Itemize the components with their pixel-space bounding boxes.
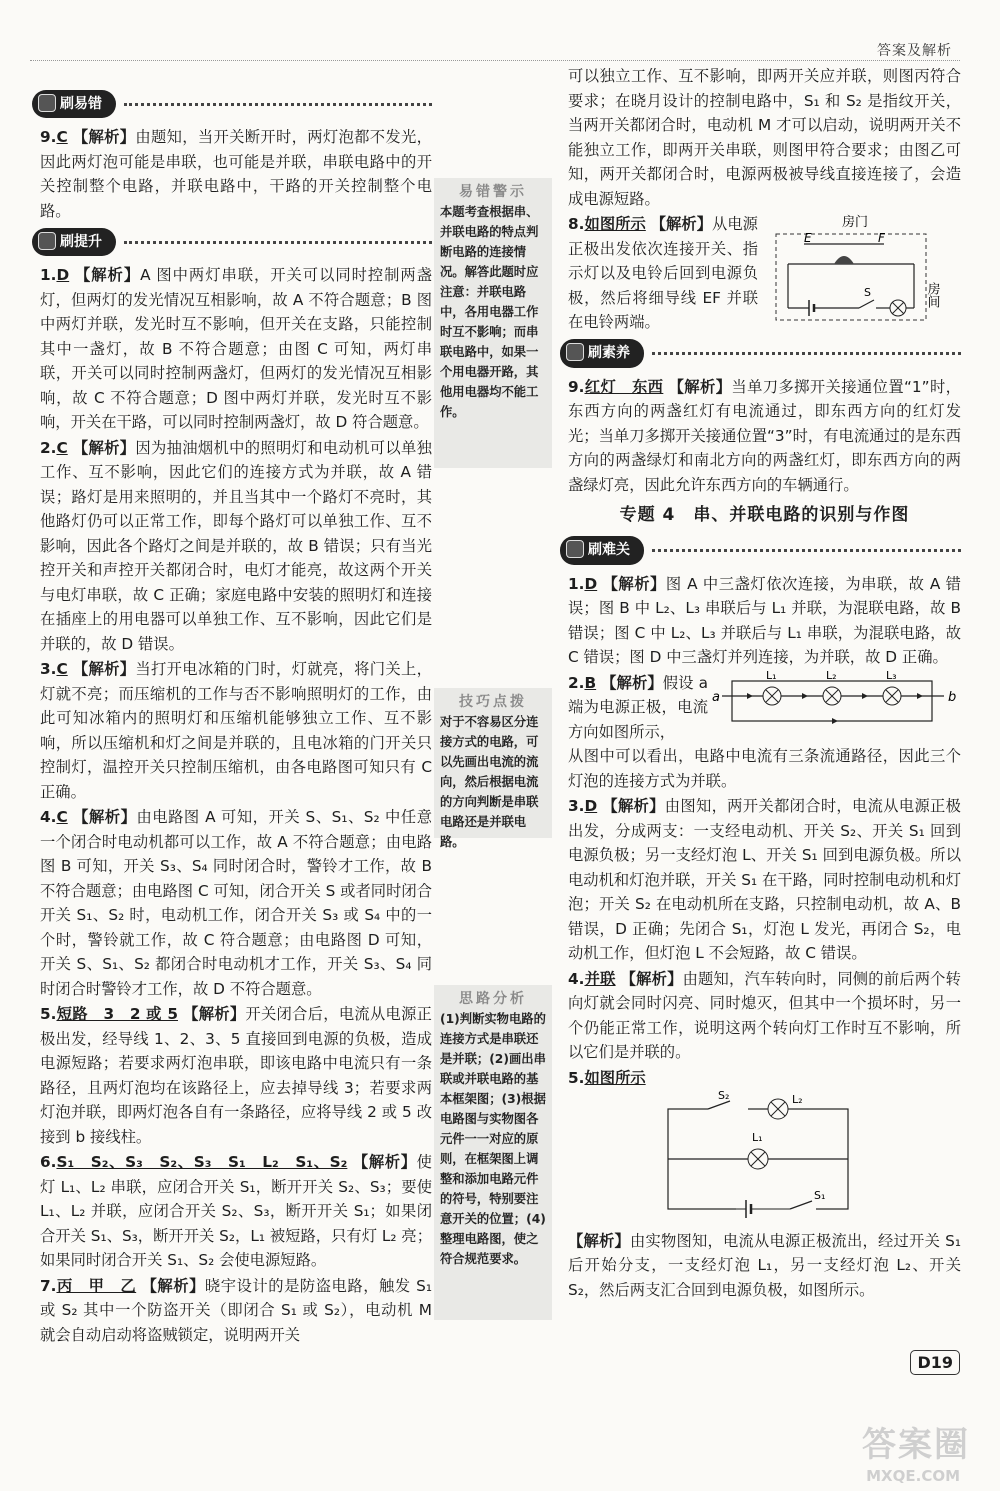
answer-item: 2.B 【解析】假设 a 端为电源正极，电流方向如图所示， xyxy=(568,673,708,741)
answer-item: 【解析】由实物图知，电流从电源正极流出，经过开关 S₁ 后开始分支，一支经灯泡 L₁，另一支经灯泡 L₂、开关 S₂，然后两支汇合回到电源负极，如图所示。 xyxy=(568,1231,961,1299)
q2-block xyxy=(568,671,961,745)
answer-item: 4.并联 【解析】由题知，汽车转向时，同侧的前后两个转向灯就会同时闪亮、同时熄灭，但其中一个损坏时，另一个仍能正常工作，说明这两个转向灯工作时互不影响，所以它们是并联的。 xyxy=(568,969,961,1061)
q8-circuit-diagram xyxy=(764,212,959,332)
section-banner-tisheng: 刷提升 xyxy=(32,227,432,257)
right-column xyxy=(568,64,961,1303)
answer-item: 6.S₁ S₂、S₃ S₂、S₃ S₁ L₂ S₁、S₂ 【解析】使灯 L₁、L₂ 串联，应闭合开关 S₁，断开开关 S₂、S₃；要使 L₁、L₂ 并联，应闭合开关 S₂、S₃，断开开关 S₁；如果闭合开关 S₁、S₃，断开开关 S₂，L₁ 被短路，只有灯 L₂ 亮；如果同时闭合开关 S₁、S₂ 会使电源短路。 xyxy=(40,1153,432,1269)
topic-title: 专题 4 串、并联电路的识别与作图 xyxy=(619,505,910,525)
svg-text:a: a xyxy=(712,689,720,705)
answer-item: 3.C 【解析】当打开电冰箱的门时，灯就亮，将门关上，灯就不亮；而压缩机的工作与否不影响照明灯的工作，由此可知冰箱内的照明灯和压缩机能够独立工作、互不影响，所以压缩机和灯之间是并联的，且电冰箱的门开关只控制灯，温控开关只控制压缩机，由各电路图可知只有 C 正确。 xyxy=(40,660,432,801)
lamp-L2 xyxy=(823,671,841,705)
header-label: 答案及解析 xyxy=(877,43,952,59)
bell-icon xyxy=(834,256,854,264)
answer-item: 9.红灯 东西 【解析】当单刀多掷开关接通位置“1”时，东西方向的两盏红灯有电流通过，即东西方向的红灯发光；当单刀多掷开关接通位置“3”时，有电流通过的是东西方向的两盏绿灯和南北方向的两盏红灯，即东西方向的两盏绿灯亮，因此允许东西方向的车辆通行。 xyxy=(568,377,961,494)
side-note-analysis: 思路分析 (1)判断实物电路的连接方式是串联还是并联；(2)画出串联或并联电路的基本框架图；(3)根据电路图与实物图各元件一一对应的原则，在框架图上调整和添加电路元件的符号，特别要注意开关的位置；(4)整理电路图，使之符合规范要求。 xyxy=(434,985,552,1320)
side-note-mistake-warning: 易错警示 本题考查根据串、并联电路的特点判断电路的连接情况。解答此题时应注意：并联电路中，各用电器工作时互不影响；而串联电路中，如果一个用电器开路，其他用电器均不能工作。 xyxy=(434,178,552,468)
answer-item: 1.D 【解析】A 图中两灯串联，开关可以同时控制两盏灯，但两灯的发光情况互相影响，故 A 不符合题意；B 图中两灯并联，发光时互不影响，但开关在支路，只能控制其中一盏灯，故 B 不符合题意；由图 C 可知，两灯串联，开关可以同时控制两盏灯，但两灯的发光情况互相影响，故 C 不符合题意；D 图中两灯并联，发光时互不影响，开关在干路，可以同时控制两盏灯，故 D 符合题意。 xyxy=(40,266,432,431)
lamp-L1-icon xyxy=(748,1131,768,1169)
switch-icon xyxy=(859,300,874,308)
left-column xyxy=(40,85,432,1348)
page-number: D19 xyxy=(910,1350,960,1375)
label-door: 房门 xyxy=(842,215,869,230)
watermark-site: MXQE.COM xyxy=(866,1467,960,1485)
svg-text:L₂: L₂ xyxy=(792,1093,803,1106)
lamp-L1 xyxy=(763,671,781,705)
svg-text:S: S xyxy=(864,286,871,299)
section-banner-suyang: 刷素养 xyxy=(560,339,961,369)
answer-item: 8.如图所示 【解析】从电源正极出发依次连接开关、指示灯以及电铃后回到电源负极，然后将细导线 EF 并联在电铃两端。 xyxy=(568,215,758,331)
section-banner-nanguan: 刷难关 xyxy=(560,536,961,566)
watermark-logo: 答案圈 xyxy=(862,1425,970,1465)
label-room: 房间 xyxy=(924,282,940,308)
q5-circuit-diagram xyxy=(568,1091,961,1221)
answer-item: 7.丙 甲 乙 【解析】晓宇设计的是防盗电路，触发 S₁ 或 S₂ 其中一个防盗开关（即闭合 S₁ 或 S₂），电动机 M 就会自动启动将盗贼锁定，说明两开关 xyxy=(40,1276,432,1344)
svg-text:S₁: S₁ xyxy=(814,1189,826,1202)
section-banner-yicuo: 刷易错 xyxy=(32,89,432,119)
answer-continuation: 可以独立工作、互不影响，即两开关应并联，则图丙符合要求；在晓月设计的控制电路中，S₁ 和 S₂ 是指纹开关，当两开关都闭合时，电动机 M 才可以启动，说明两开关不能独立工作，即两开关串联，则图甲符合要求；由图乙可知，两开关都闭合时，电源两极被导线直接连接了，会造成电源短路。 xyxy=(568,67,961,208)
label-E: E xyxy=(804,231,812,245)
q2-circuit-diagram xyxy=(712,671,957,741)
header-divider xyxy=(30,60,960,61)
answer-item: 5.如图所示 xyxy=(568,1068,646,1087)
answer-item: 1.D 【解析】图 A 中三盏灯依次连接，为串联，故 A 错误；图 B 中 L₂、L₃ 串联后与 L₁ 并联，为混联电路，故 B 错误；图 C 中 L₂、L₃ 并联后与 L₁ 串联，为混联电路，故 C 错误；图 D 中三盏灯并列连接，为并联，故 D 正确。 xyxy=(568,574,961,666)
answer-item-continued: 从图中可以看出，电路中电流有三条流通路径，因此三个灯泡的连接方式为并联。 xyxy=(568,747,961,790)
side-note-tips: 技巧点拨 对于不容易区分连接方式的电路，可以先画出电流的流向，然后根据电流的方向判断是串联电路还是并联电路。 xyxy=(434,688,552,838)
svg-text:L₃: L₃ xyxy=(886,670,897,682)
lamp-L2-icon xyxy=(768,1093,803,1119)
q8-block xyxy=(568,212,961,335)
svg-text:b: b xyxy=(948,689,957,705)
svg-text:S₂: S₂ xyxy=(718,1091,730,1102)
label-F: F xyxy=(878,231,885,245)
answer-item: 5.短路 3 2 或 5 【解析】开关闭合后，电流从电源正极出发，经导线 1、2、3、5 直接回到电源的负极，造成电源短路；若要求两灯泡串联，即该电路中电流只有一条路径，且两灯泡均在该路径上，应去掉导线 3；若要求两灯泡并联，即两灯泡各自有一条路径，应将导线 2 或 5 改接到 b 接线柱。 xyxy=(40,1005,432,1146)
answer-item: 2.C 【解析】因为抽油烟机中的照明灯和电动机可以单独工作、互不影响，因此它们的连接方式为并联，故 A 错误；路灯是用来照明的，并且当其中一个路灯不亮时，其他路灯仍可以正常工作，即每个路灯可以单独工作、互不影响，因此各个路灯之间是并联的，故 B 错误；只有当光控开关和声控开关都闭合时，电灯才能亮，故这两个开关与电灯串联，故 C 正确；家庭电路中安装的照明灯和连接在插座上的用电器可以单独工作、互不影响，因此它们是并联的，故 D 错误。 xyxy=(40,438,432,653)
answer-item: 4.C 【解析】由电路图 A 可知，开关 S、S₁、S₂ 中任意一个闭合时电动机都可以工作，故 A 不符合题意；由电路图 B 可知，开关 S₃、S₄ 同时闭合时，警铃才工作，故 B 不符合题意；由电路图 C 可知，闭合开关 S 或者同时闭合开关 S₁、S₂ 时，电动机工作，闭合开关 S₃ 或 S₄ 中的一个时，警铃就工作，故 C 符合题意；由电路图 D 可知，开关 S、S₁、S₂ 都闭合时电动机才工作，开关 S₃、S₄ 同时闭合时警铃才工作，故 D 不符合题意。 xyxy=(40,808,432,998)
svg-text:L₂: L₂ xyxy=(826,670,837,682)
answer-item: 9.C 【解析】由题知，当开关断开时，两灯泡都不发光，因此两灯泡可能是串联，也可能是并联，串联电路中的开关控制整个电路，并联电路中，干路的开关控制整个电路。 xyxy=(40,128,432,220)
svg-text:L₁: L₁ xyxy=(752,1131,763,1144)
lamp-L3 xyxy=(883,671,901,705)
svg-text:L₁: L₁ xyxy=(766,670,777,682)
answer-item: 3.D 【解析】由图知，两开关都闭合时，电流从电源正极出发，分成两支：一支经电动机、开关 S₂、开关 S₁ 回到电源负极；另一支经灯泡 L、开关 S₁ 回到电源负极。所以电动机和灯泡并联，开关 S₁ 在干路，同时控制电动机和灯泡；开关 S₂ 在电动机所在支路，只控制电动机，故 A、B 错误，D 正确；先闭合 S₁，灯泡 L 发光，再闭合 S₂，电动机工作，但灯泡 L 不会短路，故 C 错误。 xyxy=(568,797,961,962)
